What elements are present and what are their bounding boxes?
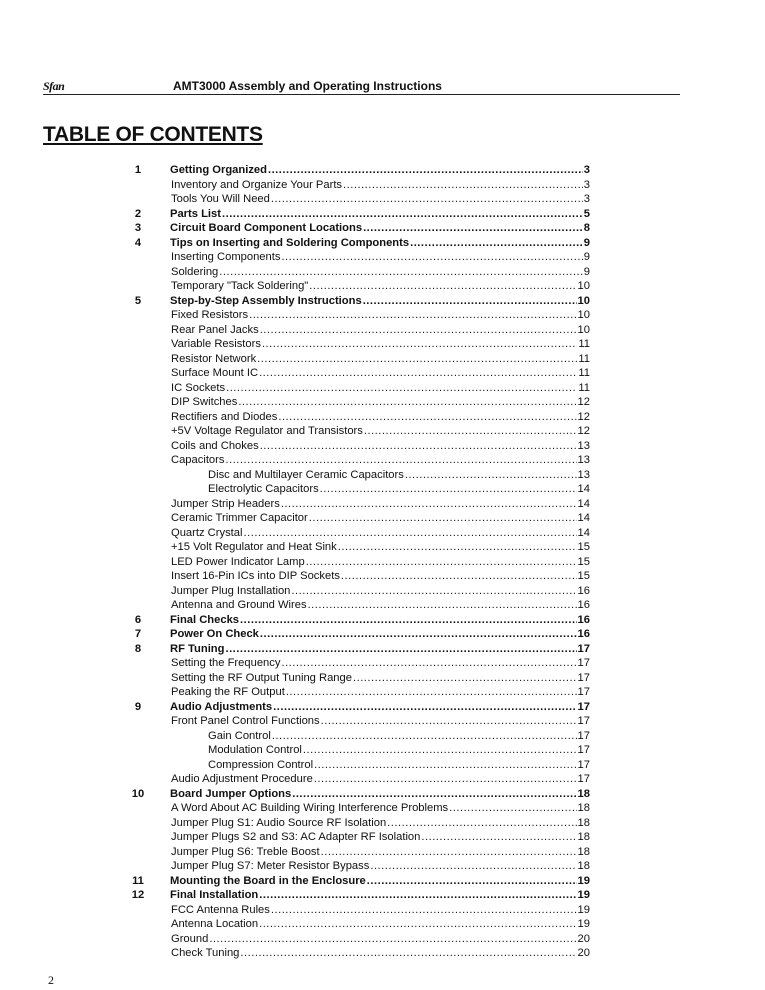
toc-entry-page: 10 (577, 309, 590, 321)
toc-entry-page: 17 (577, 686, 590, 698)
toc-entry-page: 17 (577, 744, 590, 756)
toc-entry-page: 16 (577, 628, 590, 640)
toc-entry-page: 18 (577, 802, 590, 814)
toc-dot-leader (343, 178, 583, 193)
toc-entry-line (171, 250, 590, 265)
toc-dot-leader (238, 395, 576, 410)
toc-entry-line (171, 526, 590, 541)
toc-entry-title: Audio Adjustments (170, 700, 273, 713)
toc-entry-line (171, 801, 590, 816)
toc-entry (120, 163, 590, 178)
toc-entry (120, 526, 590, 541)
toc-dot-leader (309, 279, 576, 294)
toc-entry-title: Modulation Control (208, 744, 302, 756)
toc-entry-line (171, 917, 590, 932)
toc-entry (120, 294, 590, 309)
toc-entry-page: 13 (577, 468, 590, 481)
toc-dot-leader (291, 584, 576, 599)
toc-dot-leader (387, 816, 576, 831)
toc-entry-title: Rear Panel Jacks (171, 323, 259, 336)
toc-dot-leader (286, 685, 577, 700)
toc-entry-line (208, 743, 590, 758)
toc-entry (120, 482, 590, 497)
toc-entry-line (171, 439, 590, 454)
toc-entry-title: FCC Antenna Rules (171, 903, 270, 916)
toc-entry (120, 830, 590, 845)
toc-entry-line (171, 946, 590, 961)
toc-entry-title: Temporary "Tack Soldering" (171, 280, 309, 292)
toc-entry-title: Tools You Will Need (171, 193, 270, 205)
toc-entry (120, 758, 590, 773)
toc-dot-leader (281, 656, 576, 671)
toc-entry-line (171, 845, 590, 860)
toc-entry-title: Coils and Chokes (171, 439, 259, 452)
toc-entry-line (171, 816, 590, 831)
toc-dot-leader (225, 453, 576, 468)
toc-entry-page: 16 (577, 584, 590, 597)
toc-dot-leader (405, 468, 577, 483)
toc-entry (120, 859, 590, 874)
toc-dot-leader (320, 482, 577, 497)
toc-entry-title: Fixed Resistors (171, 309, 249, 321)
toc-dot-leader (219, 265, 582, 280)
toc-entry-line (171, 685, 590, 700)
toc-entry-page: 14 (577, 526, 590, 539)
toc-dot-leader (249, 308, 576, 323)
toc-entry-line (170, 888, 590, 903)
toc-dot-leader (209, 932, 576, 947)
toc-dot-leader (272, 729, 577, 744)
toc-entry (120, 903, 590, 918)
toc-entry-number: 11 (132, 874, 144, 887)
toc-entry (120, 932, 590, 947)
document-title: AMT3000 Assembly and Operating Instructions (173, 79, 442, 93)
toc-dot-leader (268, 163, 583, 178)
toc-entry-line (171, 584, 590, 599)
toc-dot-leader (449, 801, 576, 816)
toc-entry (120, 366, 590, 381)
toc-entry-page: 13 (577, 439, 590, 452)
toc-dot-leader (281, 497, 577, 512)
toc-dot-leader (273, 700, 576, 715)
toc-entry-title: Peaking the RF Output (171, 686, 285, 698)
toc-entry-page: 14 (577, 512, 590, 524)
toc-dot-leader (314, 772, 577, 787)
toc-entry-line (171, 352, 590, 367)
toc-entry (120, 946, 590, 961)
toc-entry (120, 207, 590, 222)
toc-entry (120, 410, 590, 425)
toc-entry-title: Mounting the Board in the Enclosure (170, 874, 366, 887)
toc-dot-leader (363, 294, 577, 309)
toc-entry-title: LED Power Indicator Lamp (171, 555, 305, 568)
toc-entry-page: 18 (577, 831, 590, 843)
toc-entry-title: Ground (171, 932, 209, 945)
toc-heading: TABLE OF CONTENTS (43, 123, 263, 146)
toc-dot-leader (260, 323, 577, 338)
toc-entry-title: A Word About AC Building Wiring Interference Problems (171, 802, 449, 814)
toc-entry (120, 874, 590, 889)
toc-entry-title: Jumper Plug S7: Meter Resistor Bypass (171, 860, 370, 872)
toc-entry-line (171, 279, 590, 294)
toc-entry-line (208, 758, 590, 773)
toc-entry-page: 9 (583, 236, 590, 249)
toc-entry-line (170, 874, 590, 889)
toc-entry-line (171, 859, 590, 874)
toc-entry-page: 10 (577, 294, 590, 307)
toc-entry-title: Inventory and Organize Your Parts (171, 178, 343, 191)
toc-entry (120, 540, 590, 555)
toc-entry (120, 627, 590, 642)
toc-dot-leader (338, 540, 577, 555)
toc-entry (120, 743, 590, 758)
toc-entry (120, 816, 590, 831)
toc-entry-page: 15 (577, 570, 590, 582)
toc-entry-page: 11 (578, 367, 590, 379)
toc-entry-line (171, 772, 590, 787)
toc-entry-title: Capacitors (171, 454, 225, 466)
toc-dot-leader (306, 555, 577, 570)
toc-dot-leader (259, 917, 576, 932)
toc-entry-page: 17 (577, 715, 590, 727)
toc-entry (120, 511, 590, 526)
toc-entry (120, 236, 590, 251)
toc-entry-title: Check Tuning (171, 947, 240, 959)
toc-dot-leader (257, 352, 577, 367)
toc-entry (120, 395, 590, 410)
toc-dot-leader (281, 250, 582, 265)
toc-entry-line (170, 163, 590, 178)
toc-entry-page: 17 (577, 758, 590, 771)
toc-entry-page: 19 (577, 918, 590, 930)
toc-dot-leader (321, 714, 577, 729)
toc-entry-number: 9 (134, 700, 142, 713)
toc-entry-page: 17 (577, 657, 590, 669)
toc-entry-page: 12 (577, 425, 590, 437)
toc-entry (120, 178, 590, 193)
toc-entry (120, 888, 590, 903)
toc-entry-title: Front Panel Control Functions (171, 715, 320, 727)
toc-entry (120, 453, 590, 468)
toc-entry (120, 424, 590, 439)
toc-entry-line (171, 410, 590, 425)
toc-entry-line (171, 932, 590, 947)
toc-entry (120, 772, 590, 787)
toc-entry-line (170, 700, 590, 715)
toc-entry-line (171, 395, 590, 410)
toc-entry-line (171, 192, 590, 207)
toc-entry-line (171, 671, 590, 686)
toc-entry-page: 3 (583, 164, 590, 176)
toc-entry (120, 714, 590, 729)
toc-entry-page: 18 (577, 860, 590, 872)
toc-entry-line (171, 337, 590, 352)
toc-dot-leader (262, 337, 577, 352)
toc-entry-line (208, 468, 590, 483)
toc-entry-page: 15 (577, 541, 590, 553)
toc-dot-leader (308, 598, 577, 613)
toc-entry-title: Final Checks (170, 613, 240, 626)
toc-entry (120, 381, 590, 396)
toc-dot-leader (321, 845, 577, 860)
toc-entry (120, 598, 590, 613)
toc-entry-line (171, 308, 590, 323)
toc-entry-number: 8 (134, 642, 142, 655)
toc-dot-leader (309, 511, 577, 526)
toc-entry (120, 250, 590, 265)
toc-entry (120, 729, 590, 744)
toc-entry-page: 3 (583, 193, 590, 205)
toc-entry-line (171, 656, 590, 671)
toc-entry (120, 917, 590, 932)
toc-entry-number: 12 (131, 889, 145, 901)
toc-entry-title: Rectifiers and Diodes (171, 410, 278, 423)
toc-entry (120, 801, 590, 816)
toc-entry-number: 7 (134, 628, 142, 640)
toc-entry-page: 9 (583, 265, 590, 278)
toc-entry-page: 20 (577, 932, 590, 945)
toc-entry-title: Ceramic Trimmer Capacitor (171, 512, 308, 524)
toc-dot-leader (314, 758, 576, 773)
toc-entry-page: 16 (577, 599, 590, 611)
page-number: 2 (48, 973, 54, 987)
toc-entry-title: +15 Volt Regulator and Heat Sink (171, 541, 337, 553)
toc-entry-page: 11 (578, 381, 590, 394)
toc-entry (120, 656, 590, 671)
toc-entry-line (170, 221, 590, 236)
toc-entry-title: Jumper Plug S1: Audio Source RF Isolation (171, 816, 387, 829)
toc-entry-page: 11 (578, 352, 590, 365)
toc-dot-leader (353, 671, 577, 686)
toc-entry-title: Getting Organized (170, 164, 267, 176)
toc-entry (120, 337, 590, 352)
toc-entry-line (170, 207, 590, 222)
toc-entry-title: Jumper Plug Installation (171, 584, 291, 597)
toc-entry-line (171, 265, 590, 280)
toc-entry-line (170, 236, 590, 251)
toc-entry-title: Audio Adjustment Procedure (171, 773, 313, 785)
toc-entry-page: 12 (577, 410, 590, 423)
toc-entry (120, 613, 590, 628)
toc-entry-title: Jumper Plugs S2 and S3: AC Adapter RF Isolation (171, 831, 421, 843)
toc-dot-leader (259, 888, 576, 903)
toc-dot-leader (271, 192, 583, 207)
toc-entry-line (171, 540, 590, 555)
toc-entry-page: 14 (577, 483, 590, 495)
toc-entry-title: +5V Voltage Regulator and Transistors (171, 425, 363, 437)
toc-entry-title: Power On Check (170, 628, 259, 640)
toc-entry-page: 19 (577, 903, 590, 916)
toc-entry (120, 700, 590, 715)
toc-dot-leader (367, 874, 577, 889)
toc-entry (120, 439, 590, 454)
toc-dot-leader (421, 830, 576, 845)
toc-entry-number: 10 (131, 787, 145, 800)
toc-dot-leader (222, 207, 583, 222)
toc-entry-page: 19 (577, 874, 590, 887)
toc-entry-title: Jumper Strip Headers (171, 497, 280, 510)
toc-entry-page: 18 (577, 816, 590, 829)
toc-entry-title: Gain Control (208, 729, 271, 742)
toc-dot-leader (363, 221, 583, 236)
toc-entry-line (170, 642, 590, 657)
toc-dot-leader (278, 410, 576, 425)
toc-entry-page: 17 (577, 700, 590, 713)
toc-dot-leader (341, 569, 577, 584)
toc-entry-number: 3 (134, 222, 142, 234)
toc-entry-page: 17 (577, 642, 590, 655)
toc-entry (120, 569, 590, 584)
toc-entry-page: 18 (577, 845, 590, 858)
toc-entry-title: Surface Mount IC (171, 367, 259, 379)
toc-entry-page: 11 (578, 338, 590, 350)
toc-dot-leader (271, 903, 577, 918)
toc-entry (120, 642, 590, 657)
toc-entry-line (208, 482, 590, 497)
toc-dot-leader (225, 642, 576, 657)
toc-entry-title: Jumper Plug S6: Treble Boost (171, 845, 320, 858)
toc-entry (120, 308, 590, 323)
toc-entry-line (171, 381, 590, 396)
toc-entry-number: 5 (134, 294, 142, 307)
toc-entry-title: Disc and Multilayer Ceramic Capacitors (208, 468, 404, 481)
running-header (43, 78, 680, 95)
toc-entry (120, 497, 590, 512)
toc-entry-page: 3 (583, 178, 590, 191)
toc-entry-title: Variable Resistors (171, 338, 261, 350)
toc-entry-number: 1 (134, 164, 142, 176)
toc-entry-line (171, 178, 590, 193)
toc-entry-title: Electrolytic Capacitors (208, 483, 319, 495)
toc-entry-page: 9 (583, 251, 590, 263)
toc-entry-title: Circuit Board Component Locations (170, 222, 363, 234)
toc-entry-line (170, 613, 590, 628)
toc-entry-line (171, 555, 590, 570)
toc-entry-title: Setting the Frequency (171, 657, 281, 669)
toc-entry-line (171, 453, 590, 468)
toc-entry-title: Parts List (170, 207, 221, 220)
toc-entry-line (170, 787, 590, 802)
toc-entry-page: 15 (577, 555, 590, 568)
toc-entry-title: DIP Switches (171, 396, 238, 408)
toc-dot-leader (240, 946, 576, 961)
toc-entry (120, 468, 590, 483)
toc-entry-number: 4 (134, 236, 142, 249)
toc-dot-leader (410, 236, 583, 251)
toc-dot-leader (364, 424, 577, 439)
toc-list (120, 163, 590, 961)
toc-dot-leader (292, 787, 576, 802)
toc-dot-leader (260, 439, 577, 454)
toc-entry-line (170, 294, 590, 309)
toc-entry-line (171, 497, 590, 512)
toc-entry-title: Board Jumper Options (170, 787, 292, 800)
toc-entry (120, 265, 590, 280)
toc-entry-line (171, 714, 590, 729)
toc-entry (120, 845, 590, 860)
toc-entry (120, 221, 590, 236)
toc-dot-leader (370, 859, 576, 874)
toc-dot-leader (303, 743, 577, 758)
toc-entry (120, 671, 590, 686)
toc-entry (120, 323, 590, 338)
toc-entry-page: 17 (577, 671, 590, 684)
toc-entry-page: 20 (577, 947, 590, 959)
toc-entry-title: Final Installation (170, 889, 259, 901)
toc-entry-line (171, 424, 590, 439)
toc-entry-page: 13 (577, 454, 590, 466)
toc-dot-leader (260, 627, 577, 642)
toc-entry-page: 8 (583, 222, 590, 234)
toc-entry-line (171, 511, 590, 526)
toc-entry-title: Resistor Network (171, 352, 257, 365)
toc-entry-line (170, 627, 590, 642)
toc-dot-leader (226, 381, 577, 396)
toc-entry-line (171, 903, 590, 918)
toc-entry-line (171, 366, 590, 381)
toc-entry (120, 279, 590, 294)
toc-entry-page: 16 (577, 613, 590, 626)
toc-dot-leader (244, 526, 577, 541)
toc-entry-title: Soldering (171, 265, 219, 278)
toc-entry-page: 10 (577, 323, 590, 336)
toc-entry-title: Compression Control (208, 758, 314, 771)
toc-entry-line (171, 569, 590, 584)
toc-entry-title: Insert 16-Pin ICs into DIP Sockets (171, 570, 340, 582)
toc-dot-leader (240, 613, 577, 628)
toc-entry-title: Antenna and Ground Wires (171, 599, 307, 611)
toc-entry-page: 12 (577, 396, 590, 408)
toc-entry (120, 555, 590, 570)
toc-entry-title: Quartz Crystal (171, 526, 243, 539)
toc-entry (120, 685, 590, 700)
toc-entry-line (208, 729, 590, 744)
toc-entry-line (171, 598, 590, 613)
toc-entry-title: Tips on Inserting and Soldering Components (170, 236, 410, 249)
toc-entry-page: 17 (577, 773, 590, 785)
toc-entry (120, 787, 590, 802)
toc-dot-leader (259, 366, 577, 381)
toc-entry (120, 584, 590, 599)
toc-entry-page: 14 (577, 497, 590, 510)
toc-entry-title: RF Tuning (170, 642, 225, 655)
toc-entry-page: 17 (577, 729, 590, 742)
toc-entry-page: 10 (577, 280, 590, 292)
toc-entry-page: 5 (583, 207, 590, 220)
brand-logo: Sfan (43, 79, 65, 93)
toc-entry-number: 6 (134, 613, 142, 626)
toc-entry-page: 19 (577, 889, 590, 901)
toc-entry-line (171, 323, 590, 338)
toc-entry-title: Inserting Components (171, 251, 281, 263)
toc-entry (120, 352, 590, 367)
toc-entry-title: IC Sockets (171, 381, 226, 394)
toc-entry-page: 18 (577, 787, 590, 800)
toc-entry (120, 192, 590, 207)
toc-entry-title: Step-by-Step Assembly Instructions (170, 294, 362, 307)
toc-entry-title: Antenna Location (171, 918, 259, 930)
toc-entry-line (171, 830, 590, 845)
toc-entry-number: 2 (134, 207, 142, 220)
toc-entry-title: Setting the RF Output Tuning Range (171, 671, 352, 684)
